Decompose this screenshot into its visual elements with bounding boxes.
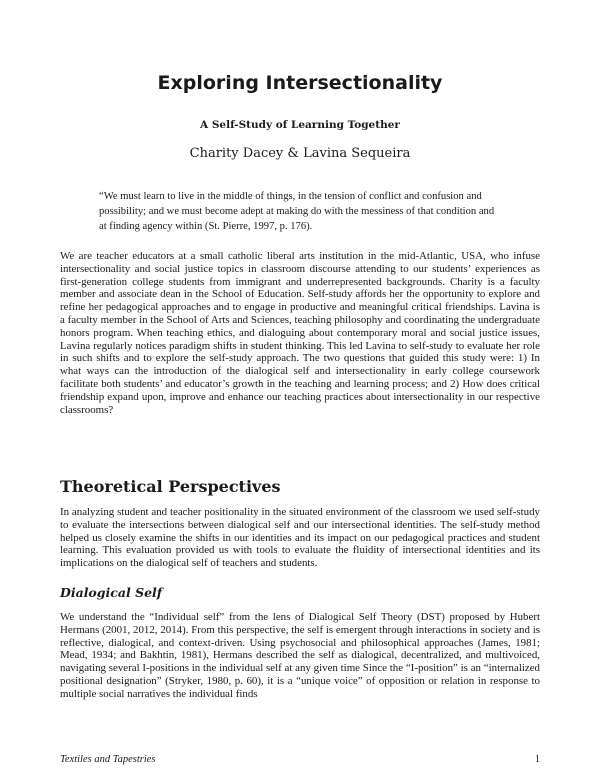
page-number: 1 — [534, 754, 540, 765]
footer-journal: Textiles and Tapestries — [60, 754, 156, 765]
subtitle: A Self-Study of Learning Together — [200, 119, 400, 131]
epigraph-quote: “We must learn to live in the middle of things, in the tension of conflict and confusion and possibility; and we must become adept at making do with the messiness of that condition and at finding agency within (St. Pierre, 1997, p. 176). — [99, 191, 495, 232]
intro-paragraph: We are teacher educators at a small catholic liberal arts institution in the mid-Atlantic, USA, who infuse intersectionality and social justice topics in classroom discourse attending to our students’ experiences as first-generation college students from immigrant and underrepresented backgrounds. Charity is a faculty member and associate dean in the School of Education. Self-study affords her the opportunity to explore and refine her pedagogical approaches and to engage in productive and meaningful critical friendships. Lavina is a faculty member in the School of Arts and Sciences, teaching philosophy and coordinating the undergraduate honors program. When teaching ethics, and dialoguing about contemporary moral and social justice issues, Lavina regularly notices paradigm shifts in student thinking. This led Lavina to self-study to evaluate her role in such shifts and to explore the self-study approach. The two questions that guided this study were: 1) In what ways can the introduction of the dialogical self and intersectionality in early college coursework facilitate both students’ and educator’s growth in the teaching and learning process; and 2) How does critical friendship expand upon, improve and enhance our teaching practices about intersectionality in our respective classrooms? — [60, 250, 540, 416]
authors: Charity Dacey & Lavina Sequeira — [189, 146, 411, 161]
subsection-paragraph: We understand the “Individual self” from the lens of Dialogical Self Theory (DST) proposed by Hubert Hermans (2001, 2012, 2014). From this perspective, the self is emergent through interactions in society and is reflective, dialogical, and context-driven. Using psychosocial and philosophical approaches (James, 1981; Mead, 1934; and Bakhtin, 1981), Hermans described the self as dialogical, decentralized, and multivoiced, navigating several I-positions in the individual self at any given time Since the “I-position” is an “internalized positional designation” (Stryker, 1980, p. 60), it is a “unique voice” of opposition or relation in response to multiple social narratives the individual finds — [60, 611, 540, 700]
section-heading: Theoretical Perspectives — [60, 477, 281, 496]
section-paragraph: In analyzing student and teacher positionality in the situated environment of the classroom we used self-study to evaluate the intersections between dialogical self and our intersectional identities. The self-study method helped us closely examine the shifts in our identities and its impact on our pedagogical practices and student learning. This evaluation provided us with tools to evaluate the fluidity of intersectional identities and its implications on the dialogical self of teachers and students. — [60, 506, 540, 570]
page-title: Exploring Intersectionality — [157, 72, 443, 94]
subsection-heading: Dialogical Self — [60, 585, 163, 600]
